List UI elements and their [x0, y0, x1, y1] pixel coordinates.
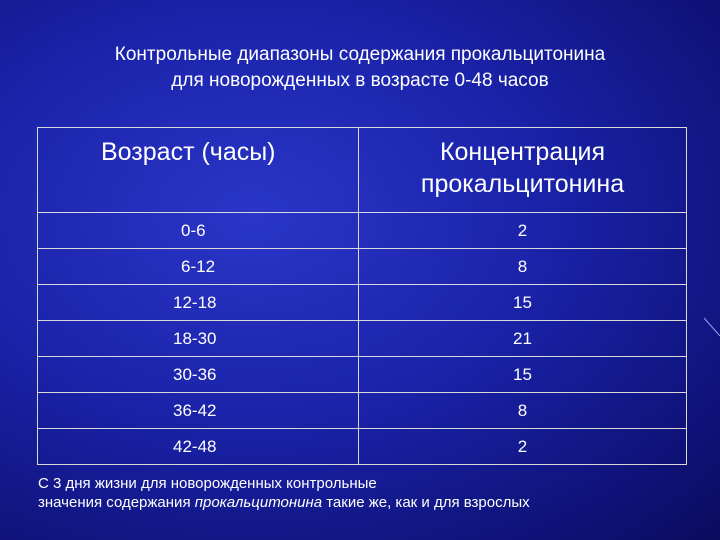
header-concentration-line-2: прокальцитонина — [420, 170, 625, 198]
footnote-line-1: С 3 дня жизни для новорожденных контрольные — [38, 475, 377, 492]
cell-value: 8 — [359, 249, 687, 285]
title-line-1: Контрольные диапазоны содержания прокальцитонина — [114, 44, 606, 65]
cell-value: 15 — [359, 285, 687, 321]
table-row — [38, 429, 687, 465]
title-line-2: для новорожденных в возрасте 0-48 часов — [171, 70, 549, 91]
footnote-line-2-start: значения содержания — [38, 494, 195, 511]
header-concentration-line-1: Концентрация — [439, 138, 606, 166]
cell-value: 2 — [359, 429, 687, 465]
footnote-line-2 — [38, 493, 698, 512]
footnote-italic-term: прокальцитонина — [194, 494, 323, 511]
cell-value: 15 — [359, 357, 687, 393]
header-concentration — [359, 128, 687, 213]
cell-value: 8 — [359, 393, 687, 429]
table-header-row — [38, 128, 687, 213]
cell-age: 12-18 — [38, 285, 359, 321]
slide-title — [30, 42, 690, 94]
footnote — [38, 474, 698, 512]
cell-age: 18-30 — [38, 321, 359, 357]
table-row — [38, 249, 687, 285]
header-age: Возраст (часы) — [38, 128, 359, 213]
cell-age: 42-48 — [38, 429, 359, 465]
cell-age: 0-6 — [38, 213, 359, 249]
table-row — [38, 213, 687, 249]
cell-value: 21 — [359, 321, 687, 357]
table-row — [38, 357, 687, 393]
cell-age: 36-42 — [38, 393, 359, 429]
table-body — [38, 213, 687, 465]
cell-age: 30-36 — [38, 357, 359, 393]
table-row — [38, 321, 687, 357]
footnote-line-2-end: такие же, как и для взрослых — [322, 494, 530, 511]
cell-value: 2 — [359, 213, 687, 249]
reference-ranges-table — [37, 127, 687, 465]
table-row — [38, 285, 687, 321]
cell-age: 6-12 — [38, 249, 359, 285]
table-row — [38, 393, 687, 429]
